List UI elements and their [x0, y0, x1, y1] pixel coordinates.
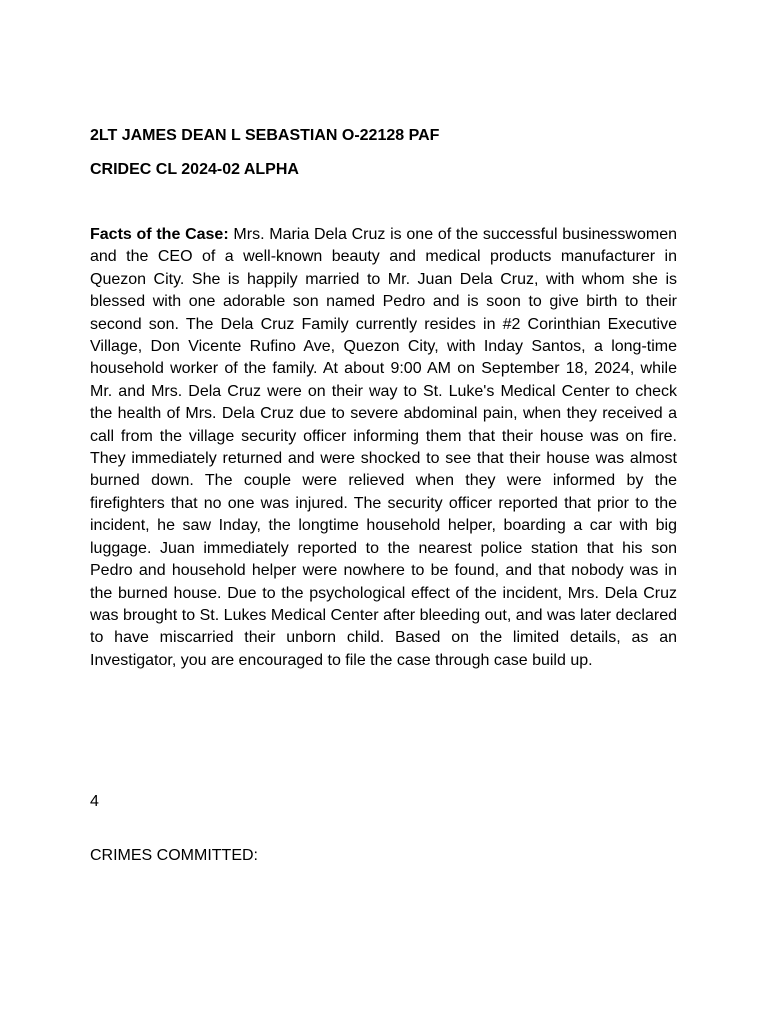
document-page — [90, 0, 677, 1024]
facts-paragraph — [90, 224, 677, 672]
author-line: 2LT JAMES DEAN L SEBASTIAN O-22128 PAF — [90, 127, 440, 144]
facts-label: Facts of the Case: — [90, 226, 229, 243]
class-line: CRIDEC CL 2024-02 ALPHA — [90, 161, 299, 178]
crimes-committed-heading: CRIMES COMMITTED: — [90, 847, 258, 864]
page-number: 4 — [90, 793, 99, 810]
facts-body: Mrs. Maria Dela Cruz is one of the successful businesswomen and the CEO of a well-known beauty and medical products manufacturer in Quezon City. She is happily married to Mr. Juan Dela Cruz, with whom she is blessed with one adorable son named Pedro and is soon to give birth to their second son. The Dela Cruz Family currently resides in #2 Corinthian Executive Village, Don Vicente Rufino Ave, Quezon City, with Inday Santos, a long-time household worker of the family. At about 9:00 AM on September 18, 2024, while Mr. and Mrs. Dela Cruz were on their way to St. Luke's Medical Center to check the health of Mrs. Dela Cruz due to severe abdominal pain, when they received a call from the village security officer informing them that their house was on fire. They immediately returned and were shocked to see that their house was almost burned down. The couple were relieved when they were informed by the firefighters that no one was injured. The security officer reported that prior to the incident, he saw Inday, the longtime household helper, boarding a car with big luggage. Juan immediately reported to the nearest police station that his son Pedro and household helper were nowhere to be found, and that nobody was in the burned house. Due to the psychological effect of the incident, Mrs. Dela Cruz was brought to St. Lukes Medical Center after bleeding out, and was later declared to have miscarried their unborn child. Based on the limited details, as an Investigator, you are encouraged to file the case through case build up. — [90, 226, 678, 669]
